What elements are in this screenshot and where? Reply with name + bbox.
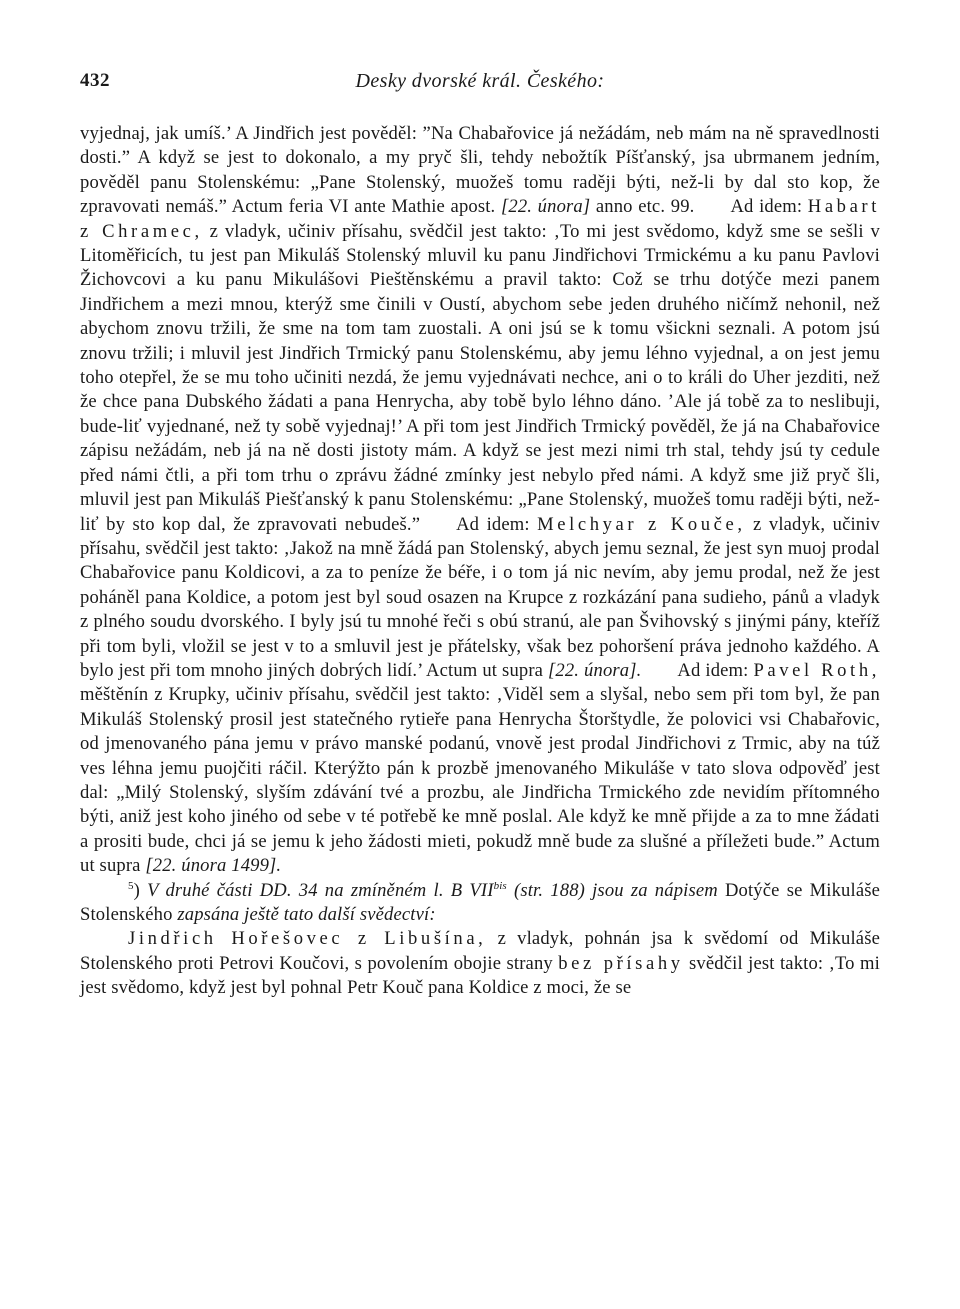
testimony-paragraph [80, 122, 880, 879]
text-segment: z vladyk, učiniv přísahu, svědčil jest takto: ‚To mi jest svědomo, když sme se sešli v Litoměřicích, tu jest pan Mikuláš Stolenský mluvil ku panu Jindřichovi Trmickému a ku panu Pavlovi Žichovcovi a ku panu Mikulášovi Pieštěnskému a pravil takto: Což se trhu dotýče mezi panem Jindřichem a mezi mnou, kterýž sme činili v Oustí, abychom sebe jeden druhého ničímž nehonil, než abychom znovu tržili, že sme na tom tam zuostali. A oni jsú se k tomu všickni seznali. A potom jsú znovu tržili; i mluvil jest Jindřich Trmický panu Stolenskému, aby jemu léhno vyjednal, a on jest jemu toho otepřel, že se mu toho učiniti nezdá, že jemu vyjednávati nechce, ani o to králi do Uher jezditi, než že chce pana Dubského žádati a pana Henrycha, aby tobě bylo léhno dáno. ’Ale já tobě za to neslibuji, bude-liť vyjednané, než ty sobě vyjednaj!’ A při tom jest Jindřich Trmický pověděl, že já na Chabařovice zápisu nežádám, neb já na ně dosti jistoty mám. A když se jest mezi nimi trh stal, tehdy jsú ty cedule před námi čtli, a při tom trhu o zprávu žádné zmínky jest nebylo před námi. A když sme již pryč šli, mluvil jest pan Mikuláš Piešťanský k panu Stolenskému: „Pane Stolenský, muožeš tomu raději býti, než-liť by sto kop dal, že zpravovati nebudeš.” [80, 220, 880, 535]
page-header [80, 66, 880, 100]
body-text [80, 122, 880, 1001]
editorial-note: (str. 188) jsou za nápisem [514, 879, 718, 901]
editorial-note: V druhé části DD. 34 na zmíněném l. B VII [147, 879, 494, 901]
page-number: 432 [80, 70, 110, 91]
footnote-mark: 5 [128, 879, 134, 892]
text-segment: z vladyk, učiniv přísahu, svědčil jest takto: ‚Jakož na mně žádá pan Stolenský, abych jemu seznal, že jest syn muoj prodal Chabařovice panu Koldicovi, a za to peníze že béře, i o tom já nic nevím, aby jemu prodal, než že jest poháněl pana Koldice, a potom jest byl soud osazen na Krupce z rozkázání pana sudieho, pánů a vladyk z plného soudu dvorského. I byly jsú tu mnohé řeči s obú stranú, ale pan Švihovský s jinými pány, kteříž při tom byli, vložil se jest v to a smluvil jest je přátelsky, však bez pohoršení práva jednoho každého. A bylo jest při tom mnoho jiných dobrých lidí.’ Actum ut supra [80, 513, 880, 681]
text-segment: Ad idem: [456, 513, 530, 535]
testimony-paragraph [80, 927, 880, 1000]
running-title: Desky dvorské král. Českého: [355, 70, 605, 92]
witness-name: Pavel Roth, [753, 659, 880, 681]
spaced-phrase: bez přísahy [558, 952, 684, 974]
text-segment: svědčil jest takto: ‚To mi jest svědomo, když jest byl pohnal Petr Kouč pana Koldice z moci, že se [80, 952, 880, 999]
editorial-note: zapsána ještě tato další svědectví: [177, 904, 436, 925]
superscript: bis [493, 879, 507, 892]
footnote-paragraph: $^5$) V druhé části DD. 34 na zmíněném l. B $VII^{bis}$ (str. 188) jsou za nápisem Dotýče se Mikuláše Stolenského zapsána ještě tato další svědectví: [80, 879, 881, 925]
text-segment: Ad idem: [730, 196, 803, 218]
text-segment: Ad idem: [677, 659, 749, 681]
editorial-date: [22. února] [500, 196, 591, 218]
text-segment: měštěnín z Krupky, učiniv přísahu, svědčil jest takto: ‚Viděl sem a slyšal, nebo sem při tom byl, že pan Mikuláš Stolenský prosil jest statečného rytieře pana Henrycha Štorštydle, že polovici vsi Chabařovic, od jmenovaného pána jemu v právo manské podanú, vnově jest prodal Jindřichovi z Trmic, aby na túž ves léhna jemu puojčiti ráčil. Kterýžto pán k prozbě jmenovaného Mikuláše v tato slova odpověď jest dal: „Milý Stolenský, slyším zdávání tvé a prozbu, ale Jindřicha Trmického zde nevidím přítomného býti, aniž jest koho jiného od sebe v té potřebě ke mně poslal. Ale když ke mně přijde a za to mne žádati a prositi bude, chci já se jemu k jeho žádosti mieti, pokudž mně bude za slušné a příležeti bude.” Actum ut supra [80, 684, 880, 877]
editorial-date: [22. února 1499]. [145, 855, 282, 877]
text-segment: z vladyk, pohnán jsa k svědomí od Mikuláše Stolenského proti Petrovi Koučovi, s povolením obojie strany [80, 928, 880, 974]
witness-name: Habart z Chramec, [80, 196, 880, 242]
text-segment: vyjednaj, jak umíš.’ A Jindřich jest pověděl: ”Na Chabařovice já nežádám, neb mám na ně spravedlnosti dosti.” A když se jest to dokonalo, a my pryč šli, tehdy nebožtík Píšťanský, jsa ubrmanem jedním, pověděl panu Stolenskému: „Pane Stolenský, muožeš tomu raději býti, než-li by dal sto kop, že zpravovati nemáš.” Actum feria VI ante Mathie apost. [80, 123, 880, 218]
editorial-date: [22. února]. [548, 659, 642, 681]
text-segment: anno etc. 99. [595, 196, 695, 218]
text-segment: Dotýče se Mikuláše Stolenského [80, 879, 881, 925]
witness-name: Melchyar z Kouče, [537, 513, 746, 535]
witness-name: Jindřich Hořešovec z Libušína, [128, 928, 487, 950]
